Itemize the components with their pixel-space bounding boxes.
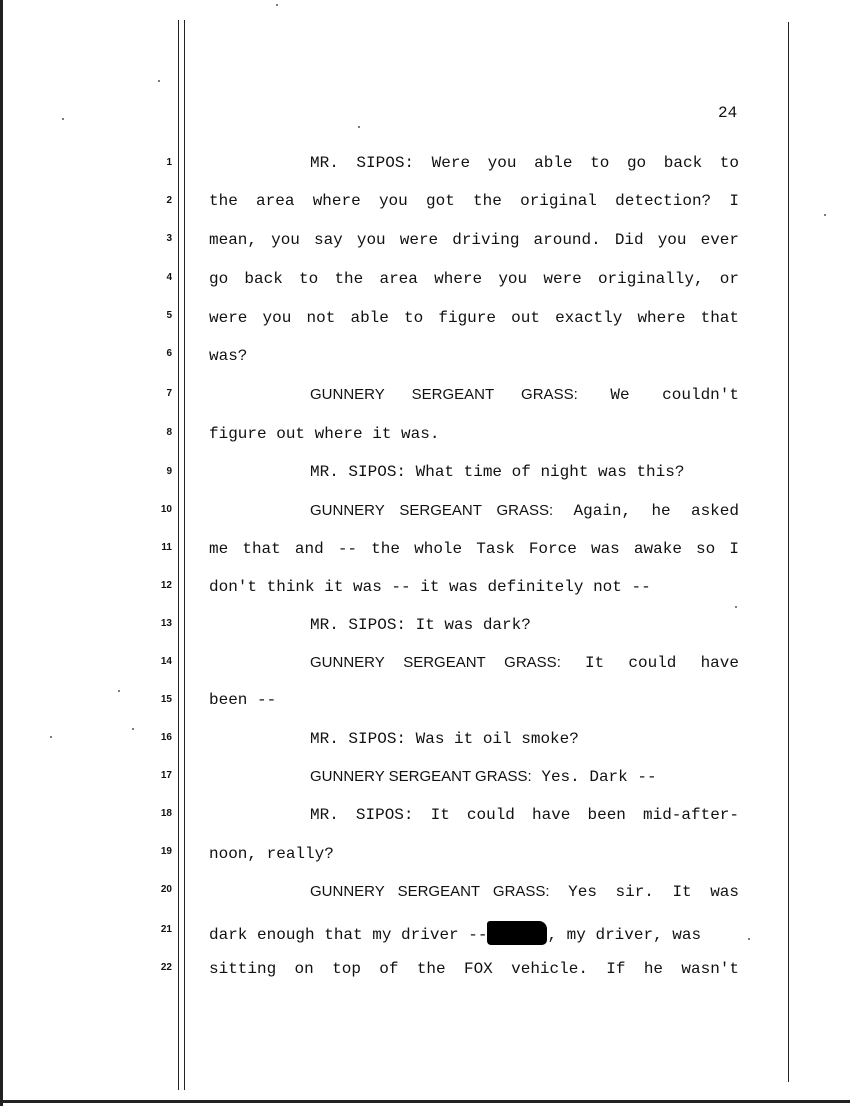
scan-speck [748,938,750,940]
scan-speck [358,126,360,128]
page-left-edge [0,0,3,1106]
transcript-text: We couldn't [610,386,739,404]
line-number: 16 [160,732,172,743]
transcript-line: me that and -- the whole Task Force was awake so I [209,540,739,558]
transcript-text: dark enough that my driver -- [209,926,488,944]
line-number: 1 [166,157,172,168]
line-number: 21 [160,924,172,935]
transcript-line: were you not able to figure out exactly where that [209,309,739,327]
transcript-line: mean, you say you were driving around. Did you ever [209,231,739,249]
transcript-line: was? [209,347,248,365]
line-number: 9 [166,466,172,477]
speaker-name: GUNNERY SERGEANT GRASS: [310,386,578,403]
transcript-line [209,502,739,520]
transcript-line: MR. SIPOS: What time of night was this? [310,463,685,481]
transcript-line [209,386,739,404]
transcript-text: It could have [585,654,739,672]
line-number: 14 [160,656,172,667]
line-number: 20 [160,884,172,895]
transcript-line: been -- [209,691,277,709]
transcript-text: Yes sir. It was [568,883,739,901]
transcript-text: , my driver, was [547,926,702,944]
scan-speck [118,690,120,692]
speaker-name: GUNNERY SERGEANT GRASS: [310,883,550,900]
line-number: 8 [166,427,172,438]
transcript-line: the area where you got the original detection? I [209,192,739,210]
transcript-line: MR. SIPOS: It was dark? [310,616,531,634]
transcript-line [209,654,739,672]
transcript-line: go back to the area where you were originally, or [209,270,739,288]
transcript-line [209,768,739,786]
scan-speck [276,4,278,6]
transcript-line: noon, really? [209,845,334,863]
transcript-line: figure out where it was. [209,425,440,443]
transcript-line [209,883,739,901]
line-number: 2 [166,195,172,206]
scan-speck [735,606,737,608]
line-number: 18 [160,808,172,819]
line-number: 13 [160,618,172,629]
transcript-line: MR. SIPOS: Was it oil smoke? [310,730,579,748]
line-number: 19 [160,846,172,857]
page-bottom-edge [0,1100,850,1103]
transcript-text: Yes. Dark -- [541,768,657,786]
transcript-line: sitting on top of the FOX vehicle. If he wasn't [209,960,739,978]
transcript-line: MR. SIPOS: It could have been mid-after- [310,806,739,824]
redaction-block [487,921,547,945]
speaker-name: GUNNERY SERGEANT GRASS: [310,768,532,785]
scan-speck [50,736,52,738]
transcript-line [209,921,739,945]
margin-rule-left-outer [178,20,179,1090]
line-number: 22 [160,962,172,973]
transcript-line: MR. SIPOS: Were you able to go back to [310,154,739,172]
line-number: 11 [161,542,172,553]
line-number: 5 [166,310,172,321]
margin-rule-left-inner [184,20,185,1090]
scan-speck [62,118,64,120]
line-number: 15 [160,694,172,705]
scan-speck [158,80,160,82]
line-number: 3 [166,233,172,244]
line-number: 4 [166,272,172,283]
page-number: 24 [718,104,738,122]
speaker-name: GUNNERY SERGEANT GRASS: [310,502,554,519]
speaker-name: GUNNERY SERGEANT GRASS: [310,654,561,671]
line-number: 12 [160,580,172,591]
transcript-line: don't think it was -- it was definitely not -- [209,578,651,596]
line-number: 7 [166,388,172,399]
scan-speck [132,728,134,730]
line-number: 10 [160,504,172,515]
line-number: 17 [160,770,172,781]
scan-speck [824,214,826,216]
margin-rule-right [788,22,789,1082]
transcript-text: Again, he asked [573,502,739,520]
line-number: 6 [166,348,172,359]
